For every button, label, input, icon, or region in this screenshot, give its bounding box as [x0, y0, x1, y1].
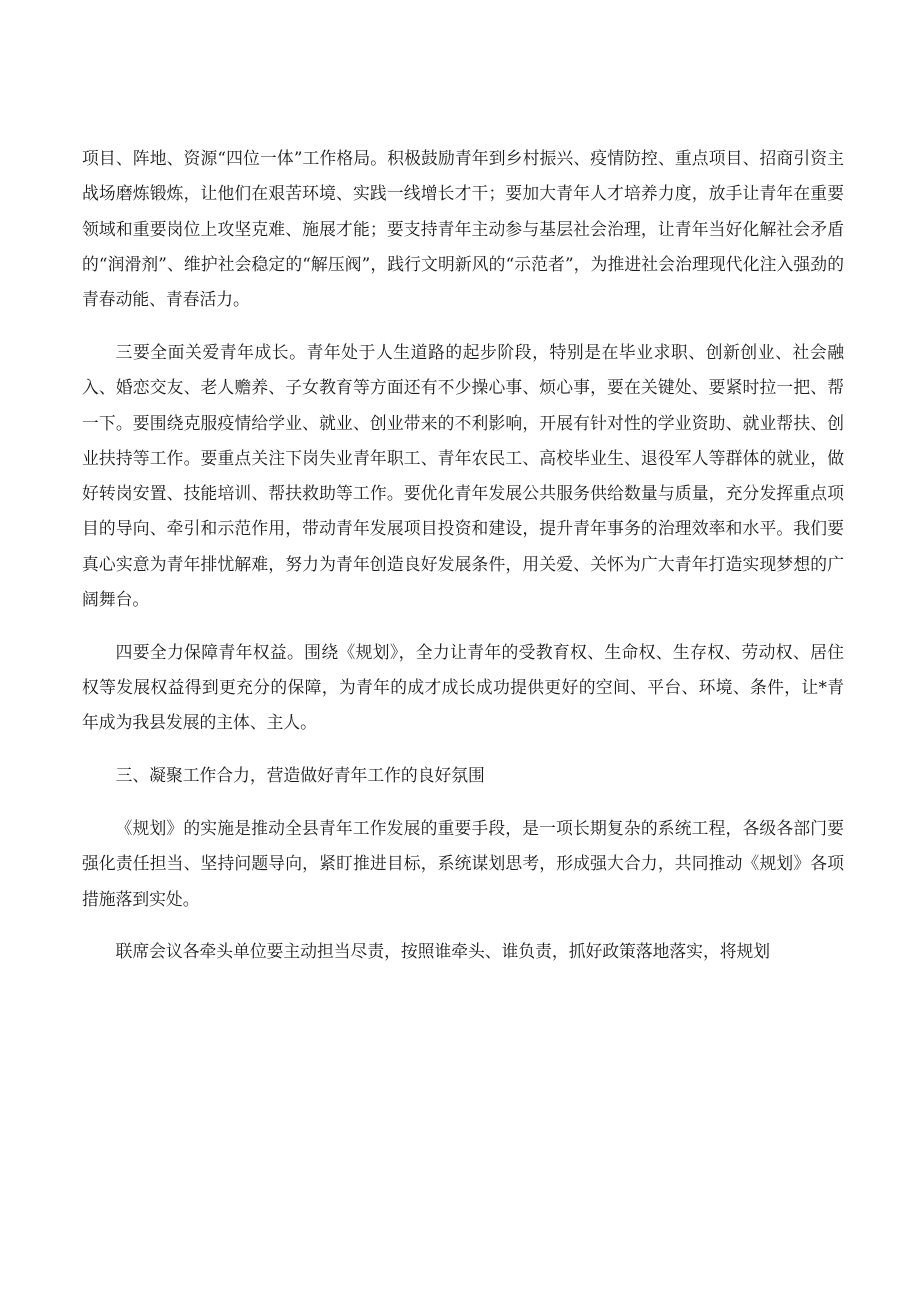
paragraph-lead-units: 联席会议各牵头单位要主动担当尽责，按照谁牵头、谁负责，抓好政策落地落实，将规划: [115, 941, 771, 962]
paragraph-care-for-youth: 三要全面关爱青年成长。青年处于人生道路的起步阶段，特别是在毕业求职、创新创业、社会融入、婚恋交友、老人赡养、子女教育等方面还有不少操心事、烦心事，要在关键处、要紧时拉一把、帮一下。要围绕克服疫情给学业、就业、创业带来的不利影响，开展有针对性的学业资助、就业帮扶、创业扶持等工作。要重点关注下岗失业青年职工、青年农民工、高校毕业生、退役军人等群体的就业，做好转岗安置、技能培训、帮扶救助等工作。要优化青年发展公共服务供给数量与质量，充分发挥重点项目的导向、牵引和示范作用，带动青年发展项目投资和建设，提升青年事务的治理效率和水平。我们要真心实意为青年排忧解难，努力为青年创造良好发展条件，用关爱、关怀为广大青年打造实现梦想的广阔舞台。: [82, 341, 844, 610]
section-heading: 三、凝聚工作合力，营造做好青年工作的良好氛围: [115, 765, 485, 786]
paragraph-plan-implementation: 《规划》的实施是推动全县青年工作发展的重要手段，是一项长期复杂的系统工程，各级各部门要强化责任担当、坚持问题导向，紧盯推进目标，系统谋划思考，形成强大合力，共同推动《规划》各项措施落到实处。: [82, 818, 844, 909]
paragraph-continuation: 项目、阵地、资源“四位一体”工作格局。积极鼓励青年到乡村振兴、疫情防控、重点项目、招商引资主战场磨炼锻炼，让他们在艰苦环境、实践一线增长才干；要加大青年人才培养力度，放手让青年在重要领域和重要岗位上攻坚克难、施展才能；要支持青年主动参与基层社会治理，让青年当好化解社会矛盾的“润滑剂”、维护社会稳定的“解压阀”，践行文明新风的“示范者”，为推进社会治理现代化注入强劲的青春动能、青春活力。: [82, 148, 844, 310]
paragraph-protect-youth-rights: 四要全力保障青年权益。围绕《规划》，全力让青年的受教育权、生命权、生存权、劳动权、居住权等发展权益得到更充分的保障，为青年的成才成长成功提供更好的空间、平台、环境、条件，让*青年成为我县发展的主体、主人。: [82, 641, 844, 733]
document-body: [82, 141, 844, 987]
